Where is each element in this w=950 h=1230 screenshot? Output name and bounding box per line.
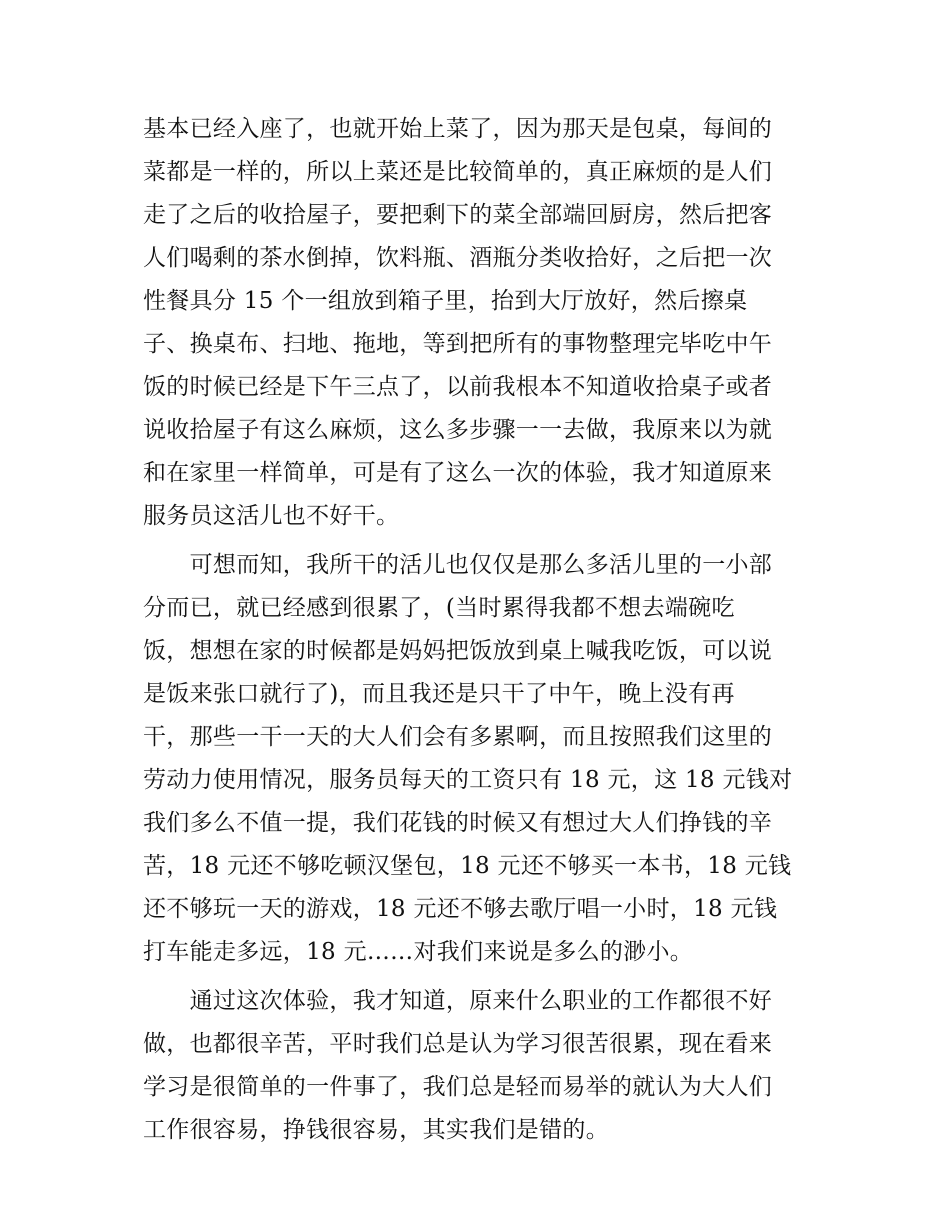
text-line: 还不够玩一天的游戏，18 元还不够去歌厅唱一小时，18 元钱 xyxy=(143,896,778,922)
text-line: 和在家里一样简单，可是有了这么一次的体验，我才知道原来 xyxy=(143,460,773,486)
text-line: 苦，18 元还不够吃顿汉堡包，18 元还不够买一本书，18 元钱 xyxy=(143,853,792,879)
paragraph-1 xyxy=(143,108,823,538)
text-line: 饭的时候已经是下午三点了，以前我根本不知道收拾桌子或者 xyxy=(143,374,773,400)
text-line: 分而已，就已经感到很累了，(当时累得我都不想去端碗吃 xyxy=(143,595,735,621)
text-line: 工作很容易，挣钱很容易，其实我们是错的。 xyxy=(143,1117,609,1143)
paragraph-3 xyxy=(143,980,823,1152)
text-line: 性餐具分 15 个一组放到箱子里，抬到大厅放好，然后擦桌 xyxy=(143,288,748,314)
text-line: 饭，想想在家的时候都是妈妈把饭放到桌上喊我吃饭，可以说 xyxy=(143,638,773,664)
document-body xyxy=(143,108,823,1152)
text-line: 基本已经入座了，也就开始上菜了，因为那天是包桌，每间的 xyxy=(143,116,773,142)
text-line: 通过这次体验，我才知道，原来什么职业的工作都很不好 xyxy=(143,988,773,1014)
paragraph-2 xyxy=(143,544,823,974)
text-line: 服务员这活儿也不好干。 xyxy=(143,503,400,529)
text-line: 打车能走多远，18 元……对我们来说是多么的渺小。 xyxy=(143,939,694,965)
text-line: 菜都是一样的，所以上菜还是比较简单的，真正麻烦的是人们 xyxy=(143,159,773,185)
text-line: 干，那些一干一天的大人们会有多累啊，而且按照我们这里的 xyxy=(143,724,773,750)
text-line: 走了之后的收拾屋子，要把剩下的菜全部端回厨房，然后把客 xyxy=(143,202,773,228)
text-line: 可想而知，我所干的活儿也仅仅是那么多活儿里的一小部 xyxy=(143,552,773,578)
text-line: 我们多么不值一提，我们花钱的时候又有想过大人们挣钱的辛 xyxy=(143,810,773,836)
text-line: 子、换桌布、扫地、拖地，等到把所有的事物整理完毕吃中午 xyxy=(143,331,773,357)
text-line: 说收拾屋子有这么麻烦，这么多步骤一一去做，我原来以为就 xyxy=(143,417,773,443)
text-line: 是饭来张口就行了)，而且我还是只干了中午，晚上没有再 xyxy=(143,681,735,707)
text-line: 人们喝剩的茶水倒掉，饮料瓶、酒瓶分类收拾好，之后把一次 xyxy=(143,245,773,271)
text-line: 做，也都很辛苦，平时我们总是认为学习很苦很累，现在看来 xyxy=(143,1031,773,1057)
text-line: 学习是很简单的一件事了，我们总是轻而易举的就认为大人们 xyxy=(143,1074,773,1100)
text-line: 劳动力使用情况，服务员每天的工资只有 18 元，这 18 元钱对 xyxy=(143,767,793,793)
